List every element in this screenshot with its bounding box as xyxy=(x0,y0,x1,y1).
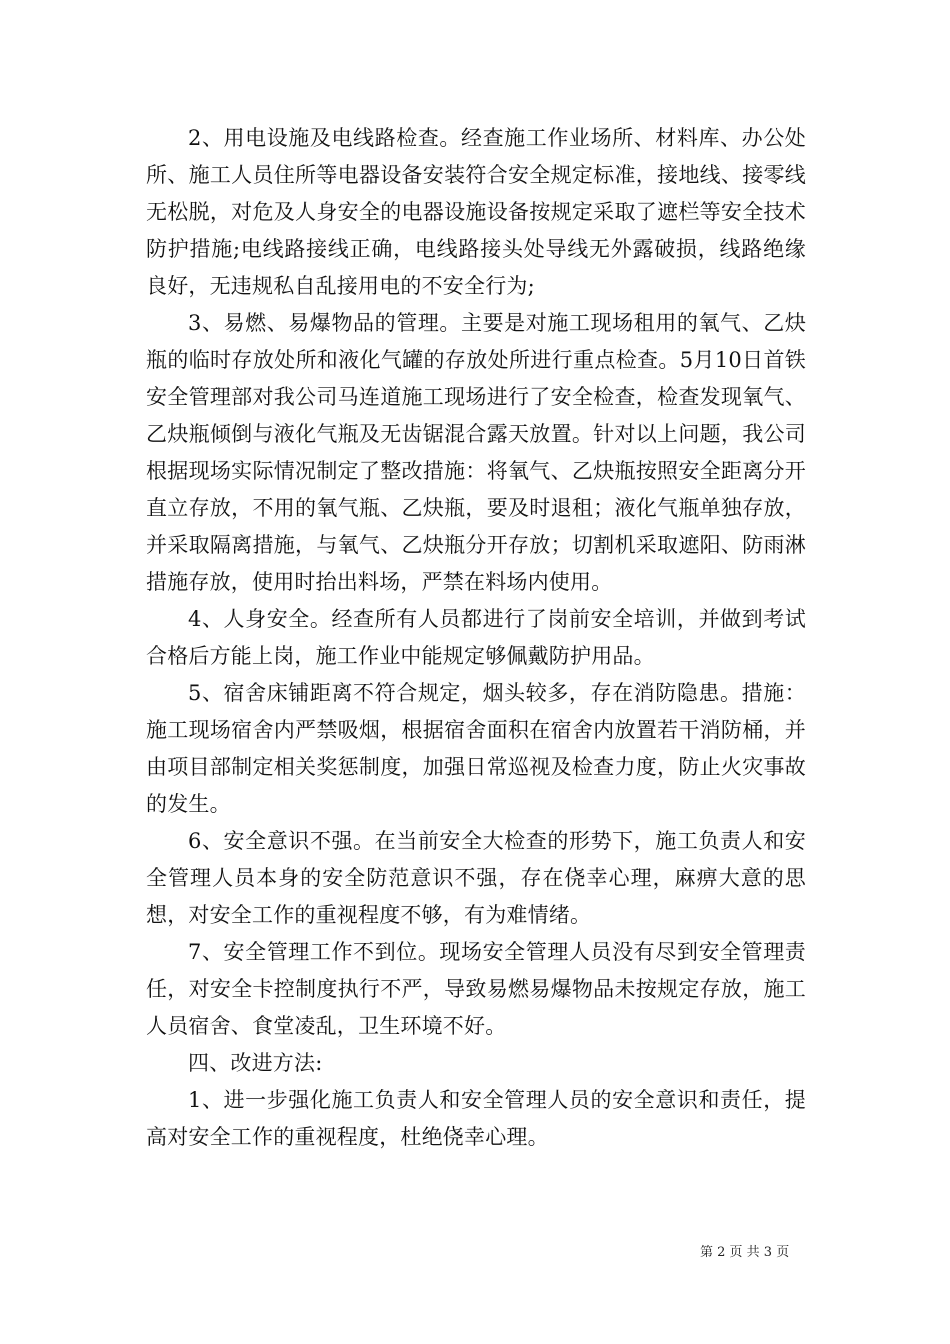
paragraph-safety-management: 7、安全管理工作不到位。现场安全管理人员没有尽到安全管理责任，对安全卡控制度执行不严，导致易燃易爆物品未按规定存放，施工人员宿舍、食堂凌乱，卫生环境不好。 xyxy=(146,940,806,1038)
paragraph-electrical-check: 2、用电设施及电线路检查。经查施工作业场所、材料库、办公处所、施工人员住所等电器设备安装符合安全规定标准，接地线、接零线无松脱，对危及人身安全的电器设施设备按规定采取了遮栏等安全技术防护措施;电线路接线正确，电线路接头处导线无外露破损，线路绝缘良好，无违规私自乱接用电的不安全行为; xyxy=(146,126,806,298)
paragraph-dormitory: 5、宿舍床铺距离不符合规定，烟头较多，存在消防隐患。措施：施工现场宿舍内严禁吸烟，根据宿舍面积在宿舍内放置若干消防桶，并由项目部制定相关奖惩制度，加强日常巡视及检查力度，防止火灾事故的发生。 xyxy=(146,681,806,816)
page-number: 第 2 页 共 3 页 xyxy=(700,1245,790,1260)
document-body xyxy=(146,120,806,1156)
paragraph-flammable-management: 3、易燃、易爆物品的管理。主要是对施工现场租用的氧气、乙炔瓶的临时存放处所和液化气罐的存放处所进行重点检查。5月10日首铁安全管理部对我公司马连道施工现场进行了安全检查，检查发现氧气、乙炔瓶倾倒与液化气瓶及无齿锯混合露天放置。针对以上问题，我公司根据现场实际情况制定了整改措施：将氧气、乙炔瓶按照安全距离分开直立存放，不用的氧气瓶、乙炔瓶，要及时退租；液化气瓶单独存放，并采取隔离措施，与氧气、乙炔瓶分开存放；切割机采取遮阳、防雨淋措施存放，使用时抬出料场，严禁在料场内使用。 xyxy=(146,311,806,594)
paragraph-safety-awareness: 6、安全意识不强。在当前安全大检查的形势下，施工负责人和安全管理人员本身的安全防范意识不强，存在侥幸心理，麻痹大意的思想，对安全工作的重视程度不够，有为难情绪。 xyxy=(146,829,806,927)
paragraph-personal-safety: 4、人身安全。经查所有人员都进行了岗前安全培训，并做到考试合格后方能上岗，施工作业中能规定够佩戴防护用品。 xyxy=(146,607,806,668)
paragraph-improvement-1: 1、进一步强化施工负责人和安全管理人员的安全意识和责任，提高对安全工作的重视程度，杜绝侥幸心理。 xyxy=(146,1088,806,1149)
section-heading-improvement: 四、改进方法: xyxy=(188,1051,323,1075)
